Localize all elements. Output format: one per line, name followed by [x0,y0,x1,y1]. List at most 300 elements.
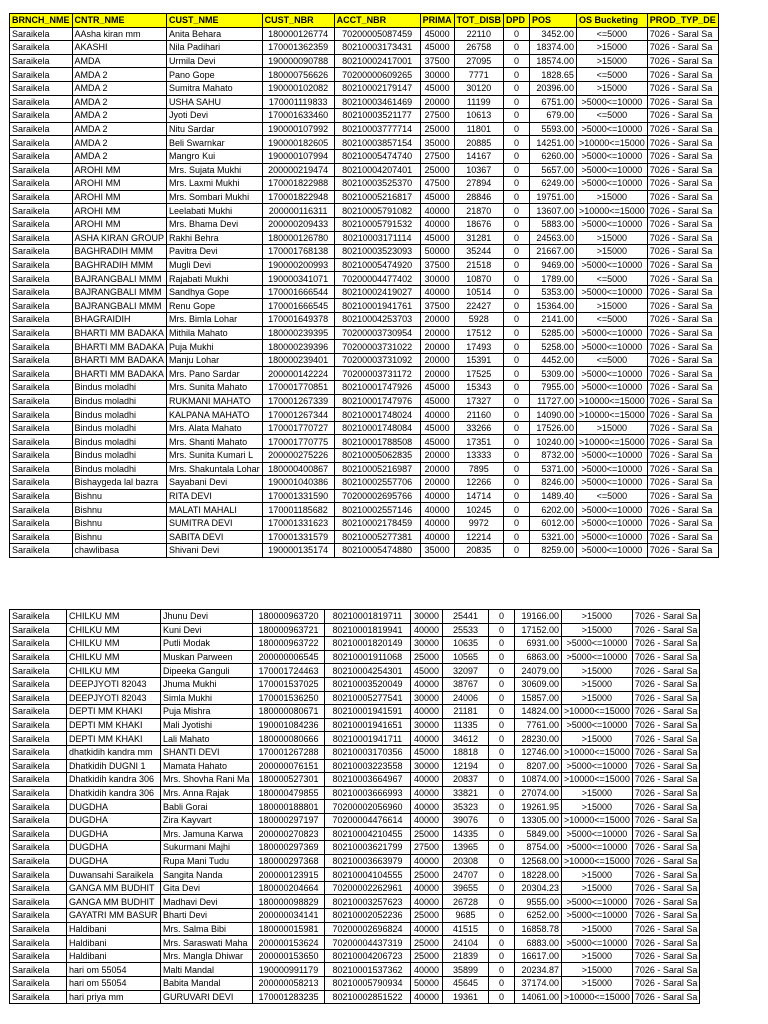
cell-customer: Mrs. Saraswati Maha [161,936,253,950]
cell-os-bucket: >15000 [562,677,633,691]
cell-cust-nbr: 180000400867 [262,462,334,476]
cell-tot-disb: 33821 [443,786,489,800]
cell-primary: 45000 [420,81,454,95]
cell-os-bucket: <=5000 [576,272,647,286]
cell-center: Bishnu [72,489,167,503]
cell-dpd: 0 [503,163,529,177]
cell-branch: Saraikela [10,204,73,218]
table-row [10,299,719,313]
cell-prod-type: 7026 - Saral Sa [632,759,700,773]
cell-customer: Rajabati Mukhi [167,272,263,286]
cell-prod-type: 7026 - Saral Sa [632,773,700,787]
cell-os-bucket: >10000<=15000 [576,408,647,422]
cell-primary: 40000 [411,895,443,909]
table-row [10,868,700,882]
cell-primary: 20000 [420,95,454,109]
cell-prod-type: 7026 - Saral Sa [632,800,700,814]
cell-pos: 20396.00 [529,81,576,95]
table-row [10,732,700,746]
cell-prod-type: 7026 - Saral Sa [632,895,700,909]
cell-branch: Saraikela [10,881,67,895]
cell-tot-disb: 35899 [443,963,489,977]
cell-center: DEEPJYOTI 82043 [67,677,161,691]
cell-center: Duwansahi Saraikela [67,868,161,882]
cell-center: Bindus moladhi [72,381,167,395]
cell-pos: 6863.00 [515,650,562,664]
cell-pos: 30609.00 [515,677,562,691]
cell-branch: Saraikela [10,759,67,773]
cell-prod-type: 7026 - Saral Sa [647,381,718,395]
cell-pos: 1489.40 [529,489,576,503]
cell-cust-nbr: 170001537025 [253,677,325,691]
cell-branch: Saraikela [10,299,73,313]
cell-primary: 25000 [411,827,443,841]
cell-prod-type: 7026 - Saral Sa [632,664,700,678]
cell-customer: Nila Padihari [167,41,263,55]
cell-cust-nbr: 200000153650 [253,949,325,963]
cell-dpd: 0 [489,977,515,991]
cell-tot-disb: 28846 [454,190,503,204]
cell-branch: Saraikela [10,909,67,923]
cell-pos: 5258.00 [529,340,576,354]
table-row [10,881,700,895]
cell-dpd: 0 [489,718,515,732]
cell-acct-nbr: 80210003666993 [325,786,411,800]
cell-dpd: 0 [489,705,515,719]
cell-os-bucket: >5000<=10000 [576,462,647,476]
cell-pos: 2141.00 [529,313,576,327]
cell-center: Bindus moladhi [72,449,167,463]
cell-prod-type: 7026 - Saral Sa [647,285,718,299]
col-header-primary: PRIMA [420,14,454,28]
cell-prod-type: 7026 - Saral Sa [647,54,718,68]
cell-primary: 45000 [420,41,454,55]
cell-acct-nbr: 80210005474920 [334,258,420,272]
cell-prod-type: 7026 - Saral Sa [647,68,718,82]
cell-customer: Shivani Devi [167,544,263,558]
cell-center: BAGHRADIH MMM [72,245,167,259]
cell-prod-type: 7026 - Saral Sa [632,936,700,950]
cell-acct-nbr: 80210005474740 [334,149,420,163]
cell-center: BHARTI MM BADAKA [72,353,167,367]
cell-cust-nbr: 180000963722 [253,637,325,651]
cell-cust-nbr: 170001267339 [262,394,334,408]
table-row [10,854,700,868]
cell-tot-disb: 20308 [443,854,489,868]
table-row [10,340,719,354]
cell-pos: 8259.00 [529,544,576,558]
cell-primary: 27500 [420,109,454,123]
cell-acct-nbr: 80210004207401 [334,163,420,177]
cell-primary: 45000 [420,421,454,435]
cell-dpd: 0 [503,109,529,123]
cell-dpd: 0 [503,285,529,299]
cell-customer: Dipeeka Ganguli [161,664,253,678]
cell-primary: 30000 [420,68,454,82]
cell-tot-disb: 21870 [454,204,503,218]
cell-center: DUGDHA [67,800,161,814]
cell-prod-type: 7026 - Saral Sa [632,732,700,746]
cell-customer: Mrs. Sunita Mahato [167,381,263,395]
cell-os-bucket: >15000 [576,421,647,435]
table-body-top [10,27,719,557]
cell-tot-disb: 26728 [443,895,489,909]
cell-cust-nbr: 180000126780 [262,231,334,245]
cell-pos: 8732.00 [529,449,576,463]
table-row [10,759,700,773]
cell-os-bucket: >10000<=15000 [576,204,647,218]
cell-center: AMDA 2 [72,109,167,123]
cell-os-bucket: >5000<=10000 [576,503,647,517]
table-row [10,489,719,503]
cell-customer: Babita Mandal [161,977,253,991]
cell-customer: Pavitra Devi [167,245,263,259]
cell-primary: 30000 [420,272,454,286]
cell-os-bucket: >5000<=10000 [576,381,647,395]
cell-tot-disb: 32097 [443,664,489,678]
cell-pos: 679.00 [529,109,576,123]
cell-acct-nbr: 80210005062835 [334,449,420,463]
cell-os-bucket: >5000<=10000 [562,909,633,923]
cell-center: Bishnu [72,503,167,517]
cell-acct-nbr: 80210004254301 [325,664,411,678]
cell-center: BHAGRAIDIH [72,313,167,327]
cell-acct-nbr: 80210001537362 [325,963,411,977]
cell-pos: 8754.00 [515,841,562,855]
cell-center: GAYATRI MM BASUR [67,909,161,923]
cell-prod-type: 7026 - Saral Sa [632,705,700,719]
cell-tot-disb: 35323 [443,800,489,814]
cell-acct-nbr: 80210003170356 [325,745,411,759]
table-row [10,637,700,651]
cell-dpd: 0 [489,691,515,705]
cell-prod-type: 7026 - Saral Sa [647,408,718,422]
cell-center: BAJRANGBALI MMM [72,272,167,286]
cell-os-bucket: >5000<=10000 [562,718,633,732]
cell-customer: Kuni Devi [161,623,253,637]
cell-primary: 45000 [420,27,454,41]
cell-center: BAJRANGBALI MMM [72,285,167,299]
cell-branch: Saraikela [10,41,73,55]
cell-os-bucket: >15000 [562,881,633,895]
cell-prod-type: 7026 - Saral Sa [632,868,700,882]
cell-acct-nbr: 80210002557706 [334,476,420,490]
cell-center: AMDA 2 [72,136,167,150]
cell-pos: 27074.00 [515,786,562,800]
cell-dpd: 0 [489,773,515,787]
cell-primary: 40000 [411,922,443,936]
cell-dpd: 0 [489,745,515,759]
loan-table-top [9,13,719,558]
cell-branch: Saraikela [10,272,73,286]
col-header-tot-disb: TOT_DISB [454,14,503,28]
cell-os-bucket: >5000<=10000 [562,759,633,773]
cell-dpd: 0 [503,27,529,41]
cell-primary: 45000 [420,231,454,245]
cell-branch: Saraikela [10,745,67,759]
cell-customer: Jyoti Devi [167,109,263,123]
table-row [10,705,700,719]
cell-prod-type: 7026 - Saral Sa [647,367,718,381]
cell-os-bucket: >5000<=10000 [576,340,647,354]
cell-dpd: 0 [489,800,515,814]
cell-tot-disb: 10565 [443,650,489,664]
cell-acct-nbr: 80210003523093 [334,245,420,259]
cell-customer: Sukurmani Majhi [161,841,253,855]
cell-cust-nbr: 180000204664 [253,881,325,895]
cell-center: Bindus moladhi [72,421,167,435]
cell-prod-type: 7026 - Saral Sa [647,41,718,55]
cell-cust-nbr: 180000297368 [253,854,325,868]
cell-cust-nbr: 180000527301 [253,773,325,787]
cell-prod-type: 7026 - Saral Sa [647,353,718,367]
cell-tot-disb: 33266 [454,421,503,435]
cell-os-bucket: >5000<=10000 [562,637,633,651]
cell-acct-nbr: 80210003171114 [334,231,420,245]
table-row [10,353,719,367]
col-header-cust-nbr: CUST_NBR [262,14,334,28]
cell-cust-nbr: 190000341071 [262,272,334,286]
cell-os-bucket: >15000 [562,800,633,814]
cell-tot-disb: 31281 [454,231,503,245]
cell-dpd: 0 [489,922,515,936]
cell-tot-disb: 12214 [454,530,503,544]
cell-cust-nbr: 170001331590 [262,489,334,503]
cell-pos: 1828.65 [529,68,576,82]
cell-os-bucket: >10000<=15000 [562,813,633,827]
cell-center: chawlibasa [72,544,167,558]
cell-dpd: 0 [503,68,529,82]
cell-primary: 40000 [420,516,454,530]
cell-dpd: 0 [489,990,515,1004]
cell-os-bucket: >10000<=15000 [576,136,647,150]
cell-tot-disb: 21518 [454,258,503,272]
cell-os-bucket: >15000 [576,54,647,68]
cell-cust-nbr: 180000297369 [253,841,325,855]
table-body-bottom [10,610,700,1004]
cell-dpd: 0 [503,489,529,503]
cell-primary: 25000 [420,122,454,136]
cell-dpd: 0 [489,936,515,950]
cell-pos: 14824.00 [515,705,562,719]
cell-customer: Jhuma Mukhi [161,677,253,691]
cell-acct-nbr: 80210003663979 [325,854,411,868]
cell-cust-nbr: 170001536250 [253,691,325,705]
cell-pos: 21667.00 [529,245,576,259]
cell-customer: Zira Kayvart [161,813,253,827]
table-row [10,530,719,544]
table-row [10,449,719,463]
cell-branch: Saraikela [10,367,73,381]
cell-pos: 15857.00 [515,691,562,705]
cell-tot-disb: 41515 [443,922,489,936]
cell-tot-disb: 17327 [454,394,503,408]
cell-os-bucket: >5000<=10000 [576,530,647,544]
cell-pos: 6249.00 [529,177,576,191]
cell-os-bucket: >15000 [562,977,633,991]
header-row [10,14,719,28]
cell-primary: 50000 [411,977,443,991]
cell-customer: Mrs. Pano Sardar [167,367,263,381]
cell-dpd: 0 [503,177,529,191]
col-header-acct-nbr: ACCT_NBR [334,14,420,28]
cell-pos: 5593.00 [529,122,576,136]
cell-center: BHARTI MM BADAKA [72,340,167,354]
cell-primary: 40000 [411,854,443,868]
cell-cust-nbr: 200000034141 [253,909,325,923]
cell-branch: Saraikela [10,462,73,476]
cell-dpd: 0 [503,435,529,449]
cell-branch: Saraikela [10,827,67,841]
cell-tot-disb: 22427 [454,299,503,313]
cell-cust-nbr: 170001768138 [262,245,334,259]
table-row [10,650,700,664]
cell-branch: Saraikela [10,394,73,408]
col-header-os-bucket: OS Bucketing [576,14,647,28]
cell-customer: RITA DEVI [167,489,263,503]
cell-primary: 40000 [411,881,443,895]
cell-cust-nbr: 200000076151 [253,759,325,773]
cell-acct-nbr: 80210005791082 [334,204,420,218]
cell-tot-disb: 10870 [454,272,503,286]
table-row [10,800,700,814]
table-row [10,936,700,950]
cell-acct-nbr: 80210005216817 [334,190,420,204]
cell-center: dhatkidih kandra mm [67,745,161,759]
cell-os-bucket: >15000 [576,299,647,313]
cell-primary: 40000 [420,530,454,544]
cell-pos: 6252.00 [515,909,562,923]
table-row [10,503,719,517]
cell-acct-nbr: 80210001819941 [325,623,411,637]
cell-customer: Puja Mukhi [167,340,263,354]
cell-pos: 17152.00 [515,623,562,637]
cell-acct-nbr: 80210001941591 [325,705,411,719]
cell-acct-nbr: 80210001747976 [334,394,420,408]
cell-cust-nbr: 190000090788 [262,54,334,68]
cell-os-bucket: >10000<=15000 [562,854,633,868]
cell-primary: 35000 [420,136,454,150]
cell-branch: Saraikela [10,516,73,530]
cell-acct-nbr: 70200005087459 [334,27,420,41]
cell-branch: Saraikela [10,922,67,936]
cell-dpd: 0 [503,353,529,367]
cell-os-bucket: >5000<=10000 [576,367,647,381]
cell-prod-type: 7026 - Saral Sa [647,217,718,231]
cell-tot-disb: 21839 [443,949,489,963]
cell-tot-disb: 21181 [443,705,489,719]
cell-tot-disb: 7771 [454,68,503,82]
cell-branch: Saraikela [10,408,73,422]
cell-customer: Putli Modak [161,637,253,651]
cell-acct-nbr: 70200000609265 [334,68,420,82]
cell-cust-nbr: 180000188801 [253,800,325,814]
cell-center: AROHI MM [72,204,167,218]
cell-tot-disb: 7895 [454,462,503,476]
cell-acct-nbr: 70200004477402 [334,272,420,286]
cell-cust-nbr: 170001770727 [262,421,334,435]
cell-acct-nbr: 80210001819711 [325,610,411,624]
table-row [10,54,719,68]
cell-dpd: 0 [489,759,515,773]
cell-primary: 37500 [420,299,454,313]
cell-primary: 20000 [420,353,454,367]
cell-acct-nbr: 70200004476614 [325,813,411,827]
cell-center: AKASHI [72,41,167,55]
cell-customer: Madhavi Devi [161,895,253,909]
cell-cust-nbr: 190000107994 [262,149,334,163]
cell-primary: 45000 [420,190,454,204]
cell-prod-type: 7026 - Saral Sa [647,190,718,204]
cell-pos: 13305.00 [515,813,562,827]
cell-pos: 5321.00 [529,530,576,544]
cell-acct-nbr: 80210001748084 [334,421,420,435]
cell-branch: Saraikela [10,54,73,68]
cell-tot-disb: 45645 [443,977,489,991]
cell-primary: 30000 [411,610,443,624]
cell-prod-type: 7026 - Saral Sa [632,963,700,977]
cell-pos: 5371.00 [529,462,576,476]
cell-branch: Saraikela [10,81,73,95]
cell-primary: 25000 [411,909,443,923]
cell-prod-type: 7026 - Saral Sa [632,854,700,868]
cell-tot-disb: 11335 [443,718,489,732]
cell-os-bucket: >15000 [576,81,647,95]
cell-branch: Saraikela [10,326,73,340]
cell-pos: 17526.00 [529,421,576,435]
cell-pos: 14090.00 [529,408,576,422]
cell-tot-disb: 9685 [443,909,489,923]
cell-os-bucket: >5000<=10000 [576,122,647,136]
cell-center: BAJRANGBALI MMM [72,299,167,313]
cell-acct-nbr: 80210005216987 [334,462,420,476]
cell-pos: 19166.00 [515,610,562,624]
cell-center: AROHI MM [72,190,167,204]
cell-acct-nbr: 70200003731092 [334,353,420,367]
cell-acct-nbr: 80210004253703 [334,313,420,327]
cell-customer: Mamata Hahato [161,759,253,773]
cell-primary: 45000 [420,381,454,395]
cell-dpd: 0 [503,367,529,381]
cell-center: AROHI MM [72,163,167,177]
cell-pos: 7761.00 [515,718,562,732]
cell-tot-disb: 13965 [443,841,489,855]
cell-dpd: 0 [503,95,529,109]
cell-customer: Mithila Mahato [167,326,263,340]
table-row [10,394,719,408]
table-row [10,245,719,259]
cell-customer: Mali Jyotishi [161,718,253,732]
cell-prod-type: 7026 - Saral Sa [647,476,718,490]
cell-dpd: 0 [503,516,529,530]
cell-dpd: 0 [489,868,515,882]
cell-prod-type: 7026 - Saral Sa [632,691,700,705]
cell-center: Bishnu [72,516,167,530]
cell-tot-disb: 12194 [443,759,489,773]
cell-cust-nbr: 170001666545 [262,299,334,313]
table-row [10,773,700,787]
cell-dpd: 0 [503,231,529,245]
cell-acct-nbr: 80210003520049 [325,677,411,691]
cell-acct-nbr: 80210003857154 [334,136,420,150]
table-row [10,664,700,678]
cell-tot-disb: 18818 [443,745,489,759]
cell-cust-nbr: 200000116311 [262,204,334,218]
table-row [10,909,700,923]
cell-pos: 24563.00 [529,231,576,245]
cell-dpd: 0 [503,245,529,259]
cell-pos: 5353.00 [529,285,576,299]
